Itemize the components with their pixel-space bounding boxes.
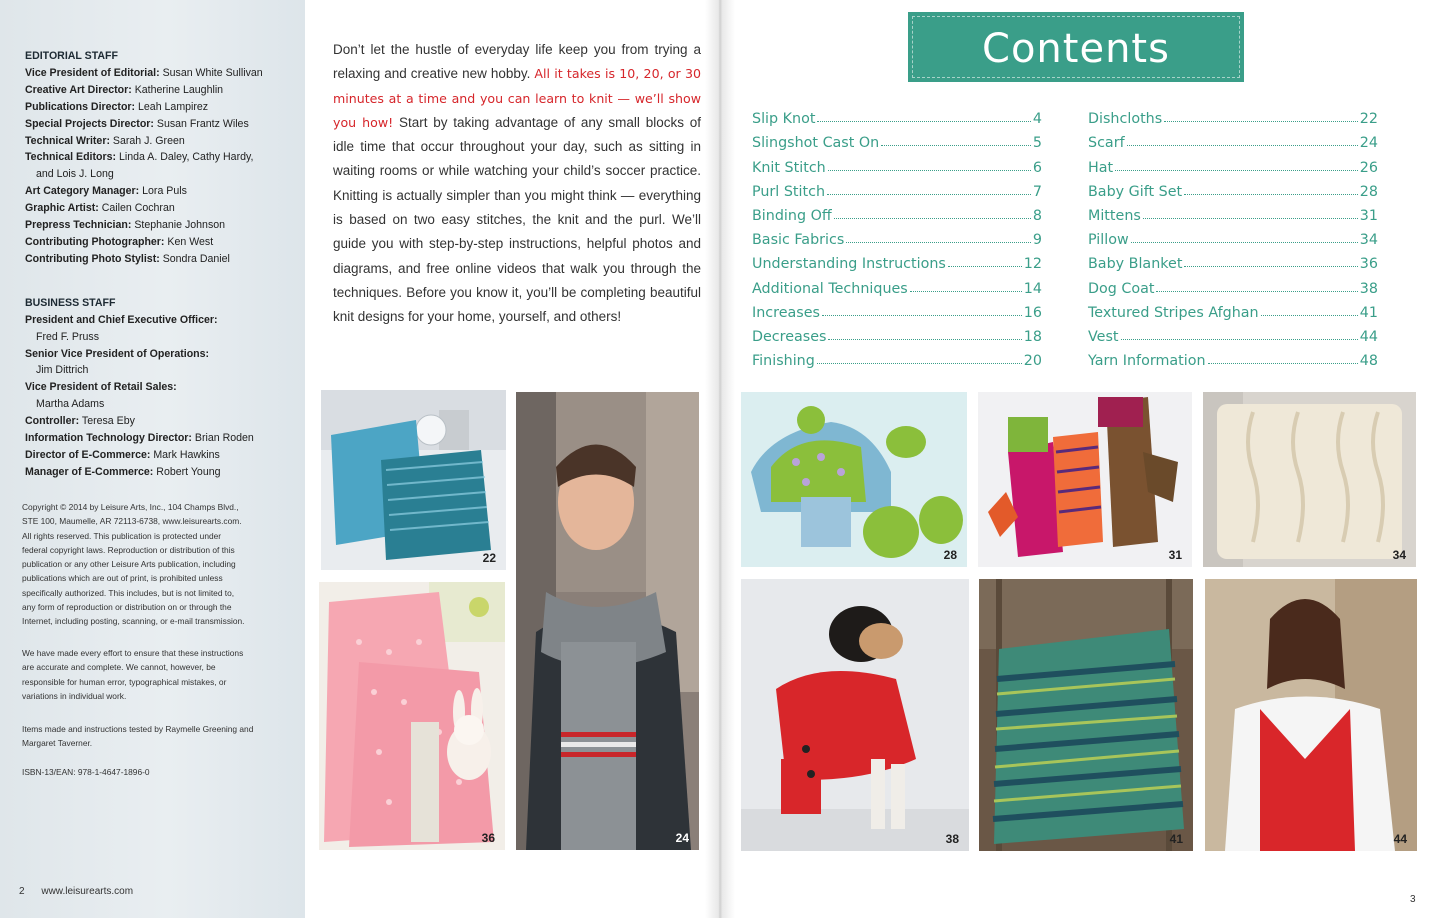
editorial-heading: EDITORIAL STAFF xyxy=(25,50,118,62)
toc-label: Hat xyxy=(1088,159,1114,176)
toc-leader-dots xyxy=(1184,266,1357,267)
toc-label: Basic Fabrics xyxy=(752,232,845,249)
legal-line: STE 100, Maumelle, AR 72113-6738, www.leisurearts.com. xyxy=(22,516,242,527)
toc-page-number: 16 xyxy=(1023,304,1042,321)
staff-name: Robert Young xyxy=(153,465,221,478)
toc-page-number: 12 xyxy=(1023,256,1042,273)
photo-mittens[interactable] xyxy=(978,392,1192,567)
staff-role: Vice President of Retail Sales: xyxy=(25,381,177,394)
staff-role: Technical Editors: xyxy=(25,151,117,164)
toc-page-number: 34 xyxy=(1359,232,1378,249)
isbn: ISBN-13/EAN: 978-1-4647-1896-0 xyxy=(22,767,150,777)
toc-page-number: 24 xyxy=(1359,135,1378,152)
toc-column-left xyxy=(752,103,1042,369)
staff-name: Linda A. Daley, Cathy Hardy, xyxy=(116,151,254,164)
staff-role: Publications Director: xyxy=(25,100,136,113)
staff-role: Information Technology Director: xyxy=(25,432,192,445)
left-footer xyxy=(19,886,147,897)
staff-role: Prepress Technician: xyxy=(25,219,132,232)
staff-name: Stephanie Johnson xyxy=(131,219,226,232)
staff-line xyxy=(25,234,295,251)
toc-label: Dishcloths xyxy=(1088,111,1163,128)
staff-line xyxy=(25,329,295,346)
staff-line xyxy=(25,133,295,150)
toc-label: Mittens xyxy=(1088,207,1141,224)
photo-baby-gift-set[interactable] xyxy=(741,392,967,567)
toc-entry[interactable] xyxy=(1088,297,1378,321)
staff-name: Lora Puls xyxy=(139,185,187,198)
toc-page-number: 44 xyxy=(1359,328,1378,345)
staff-name: Martha Adams xyxy=(36,398,105,411)
toc-entry[interactable] xyxy=(1088,248,1378,272)
toc-label: Slingshot Cast On xyxy=(752,135,880,152)
copyright-notice xyxy=(22,500,292,629)
staff-line xyxy=(25,464,295,481)
photo-pillow[interactable] xyxy=(1203,392,1416,567)
toc-page-number: 14 xyxy=(1023,280,1042,297)
photo-scarf[interactable] xyxy=(516,392,699,850)
toc-leader-dots xyxy=(827,194,1031,195)
photo-page-number: 41 xyxy=(1169,832,1183,846)
intro-highlight: All it takes is 10, 20, or 30 minutes at a time and you can learn to knit — we’ll show you how! xyxy=(333,66,701,130)
staff-role: Art Category Manager: xyxy=(25,185,140,198)
editorial-list xyxy=(25,65,295,268)
staff-name: Susan White Sullivan xyxy=(159,66,263,79)
photo-vest[interactable] xyxy=(1205,579,1417,851)
toc-leader-dots xyxy=(817,121,1030,122)
staff-line xyxy=(25,346,295,363)
staff-line xyxy=(25,166,295,183)
legal-line: We have made every effort to ensure that these instructions xyxy=(22,648,244,658)
staff-line xyxy=(25,99,295,116)
staff-line xyxy=(25,430,295,447)
toc-label: Slip Knot xyxy=(752,111,816,128)
photo-baby-blanket[interactable] xyxy=(319,582,505,850)
staff-line xyxy=(25,396,295,413)
legal-line: any form of reproduction or distribution on or through the xyxy=(22,602,232,613)
toc-label: Scarf xyxy=(1088,135,1125,152)
toc-label: Finishing xyxy=(752,353,815,370)
toc-leader-dots xyxy=(1131,242,1358,243)
toc-entry[interactable] xyxy=(752,103,1042,127)
toc-leader-dots xyxy=(1121,339,1358,340)
toc-label: Purl Stitch xyxy=(752,183,826,200)
staff-role: Graphic Artist: xyxy=(25,202,99,215)
staff-role: Controller: xyxy=(25,415,80,428)
page-number-right: 3 xyxy=(1410,894,1416,905)
staff-role: Contributing Photo Stylist: xyxy=(25,252,160,265)
toc-entry[interactable] xyxy=(1088,127,1378,151)
toc-leader-dots xyxy=(1127,145,1358,146)
toc-page-number: 22 xyxy=(1359,111,1378,128)
toc-entry[interactable] xyxy=(752,176,1042,200)
toc-leader-dots xyxy=(822,315,1022,316)
toc-leader-dots xyxy=(1261,315,1358,316)
toc-entry[interactable] xyxy=(1088,176,1378,200)
staff-name: Sarah J. Green xyxy=(109,134,185,147)
tested-notice xyxy=(22,722,292,751)
toc-page-number: 18 xyxy=(1023,328,1042,345)
photo-page-number: 38 xyxy=(945,832,959,846)
toc-page-number: 41 xyxy=(1359,304,1378,321)
staff-role: Contributing Photographer: xyxy=(25,235,165,248)
legal-line: All rights reserved. This publication is protected under xyxy=(22,530,222,541)
staff-name: and Lois J. Long xyxy=(36,168,114,181)
toc-leader-dots xyxy=(1208,363,1358,364)
toc-label: Pillow xyxy=(1088,232,1129,249)
website-link[interactable]: www.leisurearts.com xyxy=(41,886,134,897)
legal-line: Copyright © 2014 by Leisure Arts, Inc., 104 Champs Blvd., xyxy=(22,502,239,512)
toc-leader-dots xyxy=(1143,218,1358,219)
intro-paragraph xyxy=(333,38,701,330)
toc-entry[interactable] xyxy=(752,224,1042,248)
toc-page-number: 5 xyxy=(1032,135,1042,152)
toc-label: Additional Techniques xyxy=(752,280,908,297)
staff-line xyxy=(25,413,295,430)
photo-page-number: 28 xyxy=(943,548,957,562)
toc-page-number: 4 xyxy=(1032,111,1042,128)
toc-entry[interactable] xyxy=(752,248,1042,272)
staff-line xyxy=(25,200,295,217)
staff-role: Vice President of Editorial: xyxy=(25,66,160,79)
photo-page-number: 24 xyxy=(675,831,689,845)
toc-page-number: 7 xyxy=(1032,183,1042,200)
toc-leader-dots xyxy=(828,339,1021,340)
staff-line xyxy=(25,65,295,82)
toc-page-number: 28 xyxy=(1359,183,1378,200)
staff-name: Katherine Laughlin xyxy=(131,83,224,96)
toc-entry[interactable] xyxy=(752,151,1042,175)
toc-leader-dots xyxy=(1164,121,1358,122)
legal-line: Internet, including posting, scanning, or e-mail transmission. xyxy=(22,616,245,627)
toc-page-number: 26 xyxy=(1359,159,1378,176)
toc-entry[interactable] xyxy=(752,321,1042,345)
toc-page-number: 20 xyxy=(1023,353,1042,370)
toc-page-number: 8 xyxy=(1032,207,1042,224)
toc-leader-dots xyxy=(817,363,1022,364)
toc-entry[interactable] xyxy=(1088,272,1378,296)
staff-role: Special Projects Director: xyxy=(25,117,154,130)
intro-text-2: Start by taking advantage of any small blocks of idle time that occur throughout your day, such as sitting in waiting rooms or while watching your child’s soccer practice. Knitting is actually simpler than you might think — everything is based on two easy stitches, the knit and the purl. We’ll guide you with step-by-step instructions, helpful photos and diagrams, and free online videos that walk you through the techniques. Before you know it, you’ll be completing beautiful knit designs for your home, yourself, and others! xyxy=(333,114,701,325)
intro-text-1: Don’t let the hustle of everyday life keep you from trying a relaxing and creative new hobby. xyxy=(333,42,701,82)
legal-line: are accurate and complete. We cannot, however, be xyxy=(22,662,216,673)
toc-entry[interactable] xyxy=(1088,345,1378,369)
toc-leader-dots xyxy=(834,218,1031,219)
legal-line: publication or any other Leisure Arts publication, including xyxy=(22,559,236,570)
staff-role: Director of E-Commerce: xyxy=(25,448,151,461)
staff-name: Susan Frantz Wiles xyxy=(153,117,249,130)
staff-name: Brian Roden xyxy=(191,432,254,445)
staff-role: Manager of E-Commerce: xyxy=(25,465,154,478)
legal-line: Items made and instructions tested by Raymelle Greening and xyxy=(22,724,254,734)
staff-line xyxy=(25,149,295,166)
toc-page-number: 31 xyxy=(1359,207,1378,224)
staff-name: Leah Lampirez xyxy=(135,100,209,113)
toc-entry[interactable] xyxy=(752,345,1042,369)
toc-leader-dots xyxy=(1184,194,1358,195)
toc-label: Textured Stripes Afghan xyxy=(1088,304,1259,321)
staff-name: Jim Dittrich xyxy=(36,364,89,377)
photo-dog-coat[interactable] xyxy=(741,579,969,851)
toc-entry[interactable] xyxy=(1088,200,1378,224)
toc-entry[interactable] xyxy=(752,272,1042,296)
photo-page-number: 31 xyxy=(1168,548,1182,562)
toc-leader-dots xyxy=(1115,170,1358,171)
staff-line xyxy=(25,312,295,329)
contents-title: Contents xyxy=(982,26,1170,72)
toc-label: Dog Coat xyxy=(1088,280,1155,297)
toc-leader-dots xyxy=(846,242,1031,243)
staff-name: Sondra Daniel xyxy=(159,252,230,265)
staff-name: Ken West xyxy=(164,235,214,248)
toc-entry[interactable] xyxy=(1088,224,1378,248)
photo-page-number: 44 xyxy=(1393,832,1407,846)
toc-label: Binding Off xyxy=(752,207,832,224)
staff-line xyxy=(25,251,295,268)
staff-line xyxy=(25,379,295,396)
photo-afghan[interactable] xyxy=(979,579,1193,851)
contents-banner xyxy=(908,12,1244,82)
toc-label: Knit Stitch xyxy=(752,159,826,176)
staff-line xyxy=(25,362,295,379)
toc-label: Baby Blanket xyxy=(1088,256,1183,273)
accuracy-notice xyxy=(22,646,292,703)
staff-line xyxy=(25,217,295,234)
toc-entry[interactable] xyxy=(752,200,1042,224)
legal-line: specifically authorized. This includes, but is not limited to, xyxy=(22,587,235,598)
toc-label: Increases xyxy=(752,304,820,321)
staff-role: President and Chief Executive Officer: xyxy=(25,313,218,326)
toc-page-number: 6 xyxy=(1032,159,1042,176)
toc-page-number: 9 xyxy=(1032,232,1042,249)
staff-credits xyxy=(25,48,295,481)
staff-role: Technical Writer: xyxy=(25,134,110,147)
toc-label: Decreases xyxy=(752,328,827,345)
toc-label: Vest xyxy=(1088,328,1119,345)
photo-page-number: 34 xyxy=(1392,548,1406,562)
staff-line xyxy=(25,116,295,133)
legal-line: responsible for human error, typographical mistakes, or xyxy=(22,676,227,687)
toc-entry[interactable] xyxy=(1088,151,1378,175)
photo-page-number: 36 xyxy=(481,831,495,845)
staff-name: Mark Hawkins xyxy=(150,448,220,461)
staff-name: Fred F. Pruss xyxy=(36,330,99,343)
toc-label: Baby Gift Set xyxy=(1088,183,1183,200)
photo-page-number: 22 xyxy=(482,551,496,565)
toc-entry[interactable] xyxy=(1088,103,1378,127)
toc-leader-dots xyxy=(1156,291,1357,292)
staff-line xyxy=(25,183,295,200)
toc-leader-dots xyxy=(828,170,1031,171)
toc-page-number: 38 xyxy=(1359,280,1378,297)
staff-name: Cailen Cochran xyxy=(98,202,175,215)
toc-leader-dots xyxy=(948,266,1022,267)
legal-line: publications which are out of print, is prohibited unless xyxy=(22,573,223,584)
toc-entry[interactable] xyxy=(752,297,1042,321)
photo-dishcloths[interactable] xyxy=(321,390,506,570)
toc-label: Yarn Information xyxy=(1088,353,1206,370)
staff-name: Teresa Eby xyxy=(79,415,135,428)
business-list xyxy=(25,312,295,481)
legal-line: variations in individual work. xyxy=(22,690,127,701)
business-heading: BUSINESS STAFF xyxy=(25,296,116,309)
staff-role: Senior Vice President of Operations: xyxy=(25,347,210,360)
toc-page-number: 48 xyxy=(1359,353,1378,370)
toc-label: Understanding Instructions xyxy=(752,256,946,273)
toc-entry[interactable] xyxy=(752,127,1042,151)
toc-column-right xyxy=(1088,103,1378,369)
staff-line xyxy=(25,447,295,464)
toc-leader-dots xyxy=(881,145,1031,146)
page-number-left: 2 xyxy=(19,886,25,897)
book-spine xyxy=(705,0,735,918)
staff-line xyxy=(25,82,295,99)
toc-leader-dots xyxy=(910,291,1022,292)
staff-role: Creative Art Director: xyxy=(25,83,132,96)
legal-line: Margaret Taverner. xyxy=(22,738,93,749)
legal-line: federal copyright laws. Reproduction or distribution of this xyxy=(22,544,235,555)
toc-entry[interactable] xyxy=(1088,321,1378,345)
toc-page-number: 36 xyxy=(1359,256,1378,273)
